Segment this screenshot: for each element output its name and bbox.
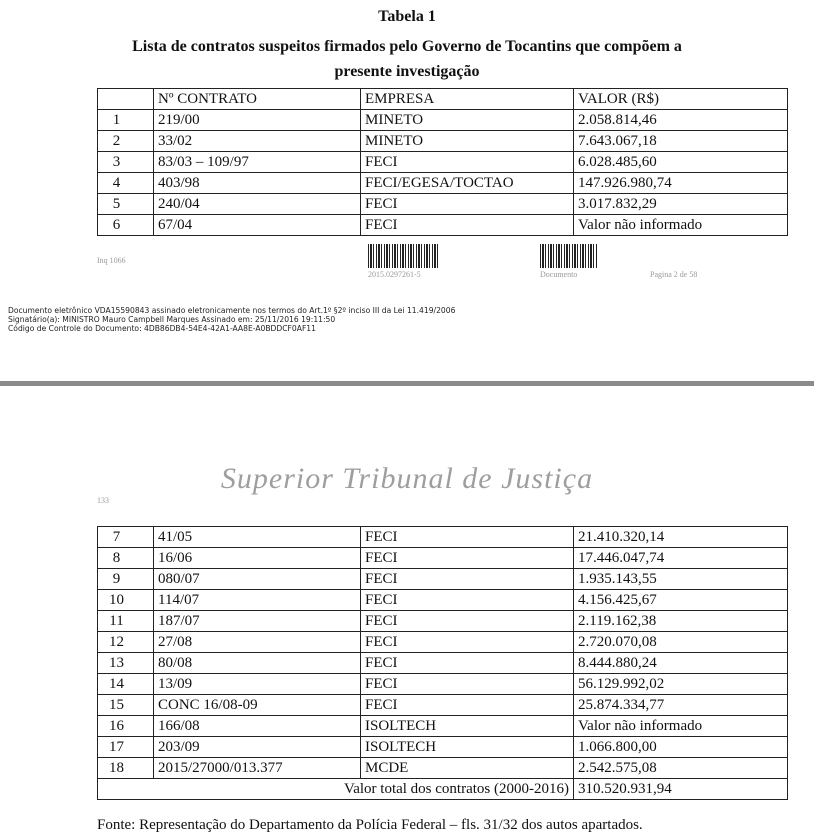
row-contract: 166/08 [154, 716, 361, 737]
barcode-caption: 2015.0297261-5 [368, 270, 421, 279]
row-value: 1.066.800,00 [574, 737, 788, 758]
row-number: 13 [98, 653, 154, 674]
row-contract: 27/08 [154, 632, 361, 653]
table-row [98, 527, 788, 548]
row-number: 12 [98, 632, 154, 653]
row-contract: 67/04 [154, 215, 361, 236]
page-marker: Pagina 2 de 58 [650, 270, 698, 279]
row-contract: 403/98 [154, 173, 361, 194]
source-note: Fonte: Representação do Departamento da Polícia Federal – fls. 31/32 dos autos apartados. [97, 817, 643, 833]
table-row [98, 758, 788, 779]
row-company: MINETO [361, 131, 574, 152]
table-row [98, 215, 788, 236]
row-company: FECI [361, 674, 574, 695]
court-watermark: Superior Tribunal de Justiça [220, 462, 594, 495]
row-contract: 41/05 [154, 527, 361, 548]
total-row [98, 779, 788, 800]
total-label: Valor total dos contratos (2000-2016) [98, 779, 574, 800]
corner-mark: 133 [97, 496, 109, 505]
row-value: Valor não informado [574, 716, 788, 737]
row-number: 6 [98, 215, 154, 236]
row-company: FECI [361, 569, 574, 590]
row-value: 1.935.143,55 [574, 569, 788, 590]
row-value: 2.058.814,46 [574, 110, 788, 131]
page-divider [0, 381, 814, 386]
row-number: 10 [98, 590, 154, 611]
header-company: EMPRESA [361, 89, 574, 110]
row-company: FECI [361, 632, 574, 653]
table-row [98, 548, 788, 569]
row-value: 21.410.320,14 [574, 527, 788, 548]
row-contract: CONC 16/08-09 [154, 695, 361, 716]
row-contract: 13/09 [154, 674, 361, 695]
table-header-row [98, 89, 788, 110]
table-caption-line2: presente investigação [334, 63, 480, 80]
row-value: 7.643.067,18 [574, 131, 788, 152]
row-contract: 114/07 [154, 590, 361, 611]
row-number: 2 [98, 131, 154, 152]
row-contract: 2015/27000/013.377 [154, 758, 361, 779]
row-company: MINETO [361, 110, 574, 131]
table-label: Tabela 1 [378, 8, 436, 25]
row-company: FECI [361, 152, 574, 173]
row-company: FECI [361, 215, 574, 236]
signature-line: Signatário(a): MINISTRO Mauro Campbell Marques Assinado em: 25/11/2016 19:11:50 [8, 315, 336, 324]
row-number: 3 [98, 152, 154, 173]
row-number: 5 [98, 194, 154, 215]
row-company: FECI [361, 194, 574, 215]
row-number: 8 [98, 548, 154, 569]
row-contract: 240/04 [154, 194, 361, 215]
header-number [98, 89, 154, 110]
row-contract: 219/00 [154, 110, 361, 131]
row-value: 3.017.832,29 [574, 194, 788, 215]
row-number: 16 [98, 716, 154, 737]
row-contract: 203/09 [154, 737, 361, 758]
row-company: FECI/EGESA/TOCTAO [361, 173, 574, 194]
row-company: FECI [361, 653, 574, 674]
row-contract: 187/07 [154, 611, 361, 632]
row-company: ISOLTECH [361, 716, 574, 737]
contracts-table-page1 [97, 88, 788, 236]
row-value: 17.446.047,74 [574, 548, 788, 569]
row-contract: 080/07 [154, 569, 361, 590]
row-company: FECI [361, 611, 574, 632]
signature-line: Documento eletrônico VDA15590843 assinado eletronicamente nos termos do Art.1º §2º inciso III da Lei 11.419/2006 [8, 306, 456, 315]
table-row [98, 674, 788, 695]
row-value: Valor não informado [574, 215, 788, 236]
barcode-icon [368, 244, 440, 268]
table-row [98, 590, 788, 611]
row-value: 147.926.980,74 [574, 173, 788, 194]
row-number: 9 [98, 569, 154, 590]
barcode-icon [540, 244, 598, 268]
row-number: 1 [98, 110, 154, 131]
table-row [98, 131, 788, 152]
row-value: 2.720.070,08 [574, 632, 788, 653]
row-value: 2.119.162,38 [574, 611, 788, 632]
row-company: FECI [361, 527, 574, 548]
row-value: 25.874.334,77 [574, 695, 788, 716]
row-value: 6.028.485,60 [574, 152, 788, 173]
table-row [98, 152, 788, 173]
table-row [98, 194, 788, 215]
row-number: 17 [98, 737, 154, 758]
row-value: 8.444.880,24 [574, 653, 788, 674]
row-contract: 83/03 – 109/97 [154, 152, 361, 173]
table-caption-line1: Lista de contratos suspeitos firmados pelo Governo de Tocantins que compõem a [132, 38, 682, 55]
table-row [98, 695, 788, 716]
signature-block [8, 306, 455, 333]
row-number: 15 [98, 695, 154, 716]
row-company: FECI [361, 695, 574, 716]
header-value: VALOR (R$) [574, 89, 788, 110]
row-company: FECI [361, 548, 574, 569]
table-row [98, 173, 788, 194]
row-value: 4.156.425,67 [574, 590, 788, 611]
table-row [98, 611, 788, 632]
row-value: 2.542.575,08 [574, 758, 788, 779]
header-contract: Nº CONTRATO [154, 89, 361, 110]
barcode-caption: Documento [540, 270, 578, 279]
faint-case-label: Inq 1066 [97, 256, 126, 265]
row-number: 18 [98, 758, 154, 779]
row-number: 11 [98, 611, 154, 632]
row-number: 14 [98, 674, 154, 695]
row-contract: 80/08 [154, 653, 361, 674]
table-row [98, 632, 788, 653]
total-value: 310.520.931,94 [574, 779, 788, 800]
table-row [98, 569, 788, 590]
row-value: 56.129.992,02 [574, 674, 788, 695]
row-company: FECI [361, 590, 574, 611]
row-number: 7 [98, 527, 154, 548]
signature-line: Código de Controle do Documento: 4DB86DB4-54E4-42A1-AA8E-A0BDDCF0AF11 [8, 324, 316, 333]
table-row [98, 110, 788, 131]
table-row [98, 737, 788, 758]
row-contract: 16/06 [154, 548, 361, 569]
table-row [98, 653, 788, 674]
row-number: 4 [98, 173, 154, 194]
row-company: ISOLTECH [361, 737, 574, 758]
contracts-table-page2 [97, 526, 788, 800]
table-row [98, 716, 788, 737]
row-contract: 33/02 [154, 131, 361, 152]
row-company: MCDE [361, 758, 574, 779]
